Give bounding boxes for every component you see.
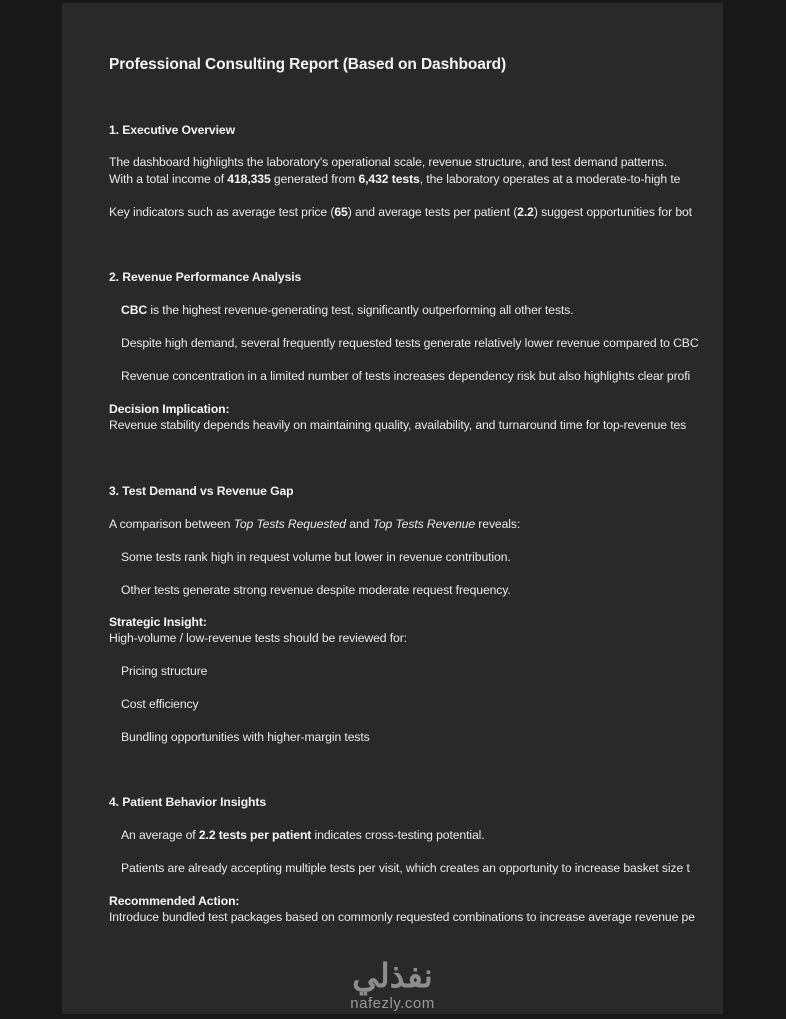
nafezly-site-url: nafezly.com [350,995,435,1012]
bullet-line: Some tests rank high in request volume but lower in revenue contribution. [121,550,511,564]
section-heading-patient-behavior: 4. Patient Behavior Insights [109,795,267,809]
bullet-line: Patients are already accepting multiple tests per visit, which creates an opportunity to increase basket size t [121,861,690,875]
paragraph-line: The dashboard highlights the laboratory's operational scale, revenue structure, and test demand patterns. [109,155,668,169]
bullet-line: Revenue concentration in a limited number of tests increases dependency risk but also highlights clear profi [121,369,691,383]
watermark [62,958,723,1012]
paragraph-line: Revenue stability depends heavily on maintaining quality, availability, and turnaround time for top-revenue tes [109,418,687,432]
bullet-line: Cost efficiency [121,697,199,711]
report-page [62,3,723,1014]
section-heading-revenue-performance: 2. Revenue Performance Analysis [109,270,302,284]
bullet-line: Despite high demand, several frequently requested tests generate relatively lower revenue compared to CBC [121,336,699,350]
paragraph-line: Key indicators such as average test price (65) and average tests per patient (2.2) suggest opportunities for bot [109,205,692,219]
paragraph-line: High-volume / low-revenue tests should be reviewed for: [109,631,407,645]
paragraph-line: With a total income of 418,335 generated from 6,432 tests, the laboratory operates at a moderate-to-high te [109,172,681,186]
section-heading-test-demand-gap: 3. Test Demand vs Revenue Gap [109,484,294,498]
bullet-line: CBC is the highest revenue-generating test, significantly outperforming all other tests. [121,303,574,317]
report-title: Professional Consulting Report (Based on Dashboard) [109,56,507,73]
nafezly-logo: نفذلي [352,957,433,994]
bullet-line: An average of 2.2 tests per patient indicates cross-testing potential. [121,828,485,842]
label-decision-implication: Decision Implication: [109,402,230,416]
bullet-line: Bundling opportunities with higher-margin tests [121,730,370,744]
bullet-line: Pricing structure [121,664,208,678]
label-strategic-insight: Strategic Insight: [109,615,207,629]
label-recommended-action: Recommended Action: [109,894,240,908]
bullet-line: Other tests generate strong revenue despite moderate request frequency. [121,583,511,597]
paragraph-line: Introduce bundled test packages based on commonly requested combinations to increase average revenue pe [109,910,695,924]
paragraph-line: A comparison between Top Tests Requested and Top Tests Revenue reveals: [109,517,521,531]
section-heading-executive-overview: 1. Executive Overview [109,123,235,137]
